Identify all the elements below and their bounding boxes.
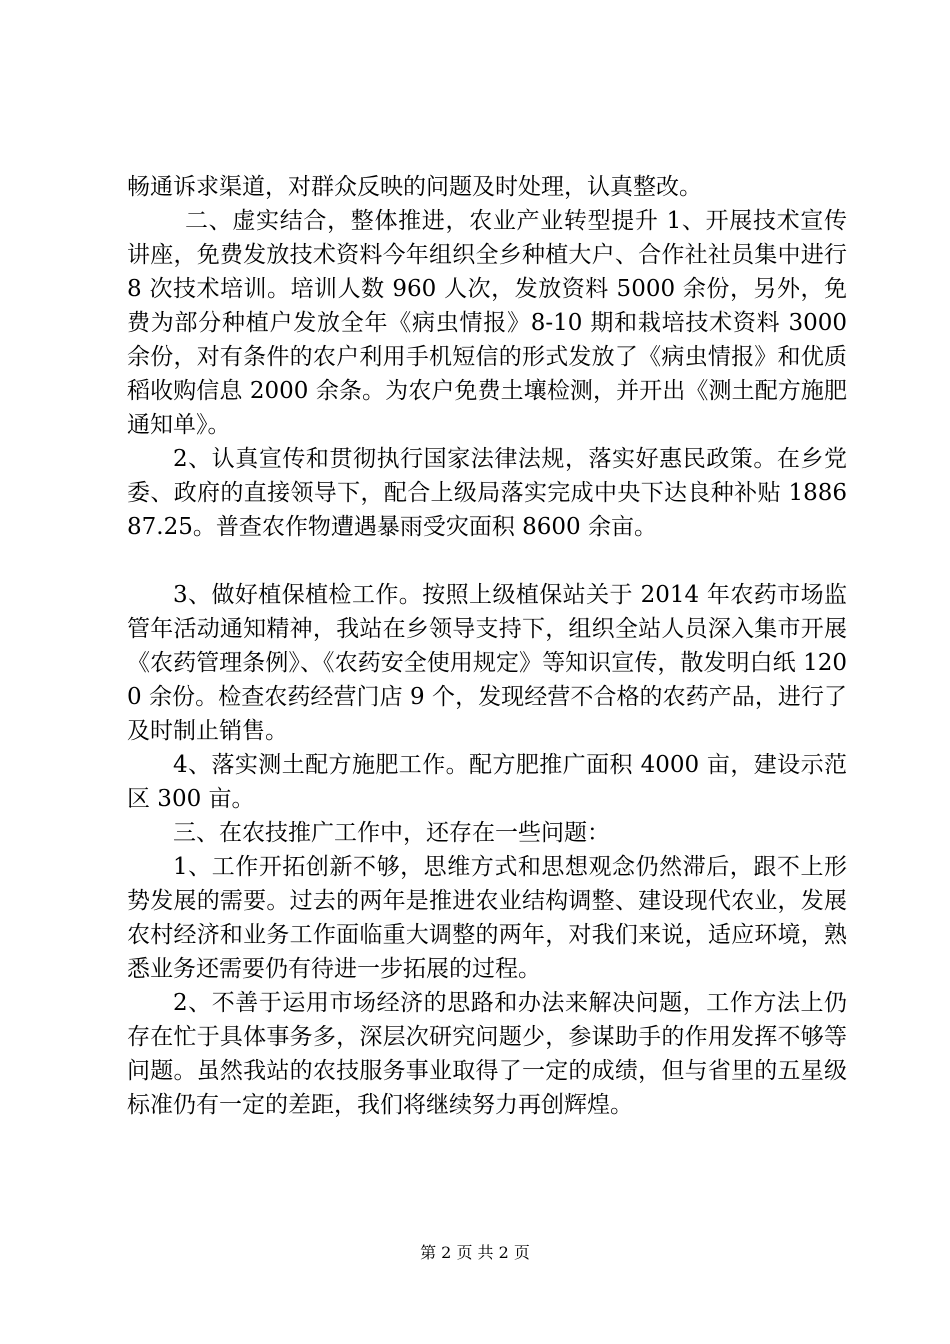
page-footer: 第 2 页 共 2 页: [420, 1243, 530, 1262]
paragraph-item-3-plant-protection: 3、做好植保植检工作。按照上级植保站关于 2014 年农药市场监管年活动通知精神，我站在乡领导支持下，组织全站人员深入集市开展《农药管理条例》、《农药安全使用规定》等知识宣传，散发明白纸 1200 余份。检查农药经营门店 9 个，发现经营不合格的农药产品，进行了及时制止销售。: [127, 582, 847, 744]
paragraph-section-three: 三、在农技推广工作中，还存在一些问题：: [173, 820, 610, 846]
paragraph-problem-2: 2、不善于运用市场经济的思路和办法来解决问题，工作方法上仍存在忙于具体事务多，深层次研究问题少，参谋助手的作用发挥不够等问题。虽然我站的农技服务事业取得了一定的成绩，但与省里的五星级标准仍有一定的差距，我们将继续努力再创辉煌。: [127, 990, 847, 1118]
document-body: [127, 170, 847, 1122]
paragraph-problem-1: 1、工作开拓创新不够，思维方式和思想观念仍然滞后，跟不上形势发展的需要。过去的两年是推进农业结构调整、建设现代农业，发展农村经济和业务工作面临重大调整的两年，对我们来说，适应环境，熟悉业务还需要仍有待进一步拓展的过程。: [127, 854, 847, 982]
paragraph-item-2-policy: 2、认真宣传和贯彻执行国家法律法规，落实好惠民政策。在乡党委、政府的直接领导下，配合上级局落实完成中央下达良种补贴 188687.25。普查农作物遭遇暴雨受灾面积 8600 余亩。: [127, 446, 847, 540]
paragraph-continuation: 畅通诉求渠道，对群众反映的问题及时处理，认真整改。: [127, 174, 702, 200]
paragraph-section-two: 二、虚实结合，整体推进，农业产业转型提升 1、开展技术宣传讲座，免费发放技术资料今年组织全乡种植大户、合作社社员集中进行 8 次技术培训。培训人数 960 人次，发放资料 5000 余份，另外，免费为部分种植户发放全年《病虫情报》8-10 期和栽培技术资料 3000 余份，对有条件的农户利用手机短信的形式发放了《病虫情报》和优质稻收购信息 2000 余条。为农户免费土壤检测，并开出《测土配方施肥通知单》。: [127, 208, 847, 438]
paragraph-item-4-soil-testing: 4、落实测土配方施肥工作。配方肥推广面积 4000 亩，建设示范区 300 亩。: [127, 752, 847, 812]
